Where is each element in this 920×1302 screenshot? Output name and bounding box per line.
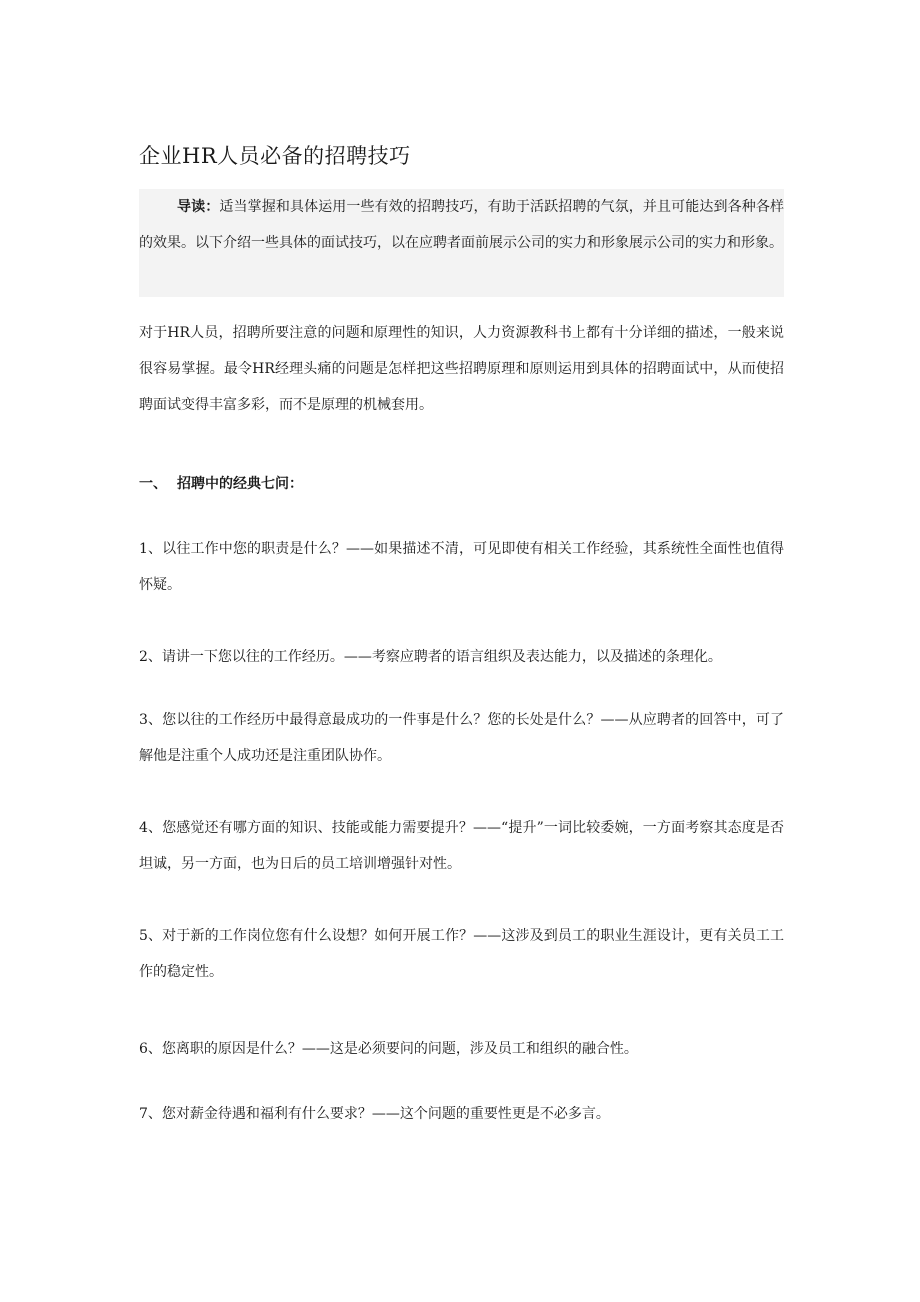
page-title: 企业HR人员必备的招聘技巧 [139,144,411,168]
intro-text: 适当掌握和具体运用一些有效的招聘技巧，有助于活跃招聘的气氛，并且可能达到各种各样的效果。以下介绍一些具体的面试技巧，以在应聘者面前展示公司的实力和形象展示公司的实力和形象。 [139,199,784,251]
question-4: 4、您感觉还有哪方面的知识、技能或能力需要提升？——“提升”一词比较委婉，一方面考察其态度是否坦诚，另一方面，也为日后的员工培训增强针对性。 [139,820,784,872]
section-number: 一、 [139,476,167,492]
question-5: 5、对于新的工作岗位您有什么设想？如何开展工作？——这涉及到员工的职业生涯设计，更有关员工工作的稳定性。 [139,928,784,980]
section-heading [139,466,784,502]
intro-paragraph [139,189,784,297]
question-2: 2、请讲一下您以往的工作经历。——考察应聘者的语言组织及表达能力，以及描述的条理化。 [139,649,722,665]
question-6: 6、您离职的原因是什么？——这是必须要问的问题，涉及员工和组织的融合性。 [139,1041,638,1057]
section-heading-text: 招聘中的经典七问： [177,476,303,492]
question-7: 7、您对薪金待遇和福利有什么要求？——这个问题的重要性更是不必多言。 [139,1106,610,1122]
question-1: 1、以往工作中您的职责是什么？——如果描述不清，可见即使有相关工作经验，其系统性全面性也值得怀疑。 [139,541,784,593]
question-3: 3、您以往的工作经历中最得意最成功的一件事是什么？您的长处是什么？——从应聘者的回答中，可了解他是注重个人成功还是注重团队协作。 [139,712,784,764]
opening-paragraph: 对于HR人员，招聘所要注意的问题和原理性的知识，人力资源教科书上都有十分详细的描述，一般来说很容易掌握。最令HR经理头痛的问题是怎样把这些招聘原理和原则运用到具体的招聘面试中，从而使招聘面试变得丰富多彩，而不是原理的机械套用。 [139,325,784,413]
intro-lead: 导读： [177,199,220,215]
